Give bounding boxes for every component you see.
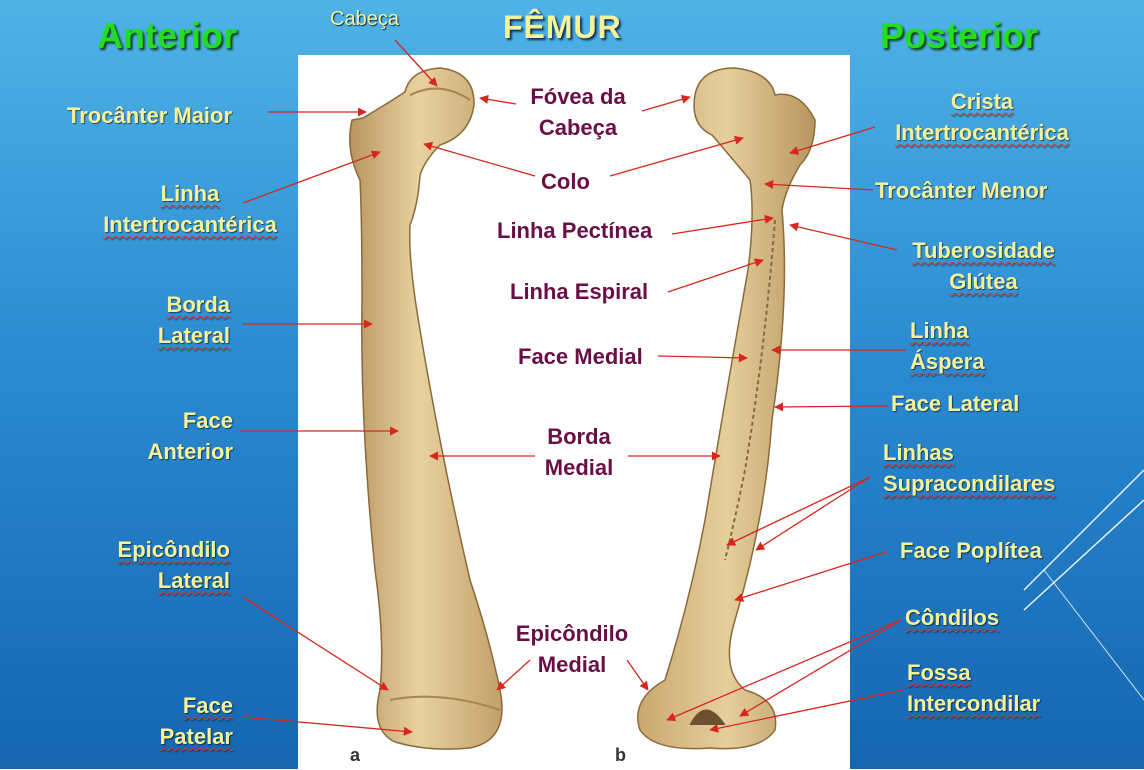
leader-fossa — [710, 690, 903, 730]
title-anterior: Anterior — [97, 15, 238, 56]
label-borda-medial-l1: Borda — [547, 424, 611, 449]
label-linhas-supracondilares — [883, 437, 1055, 499]
label-linha-intertrocanterica-l1: Linha — [160, 181, 220, 206]
leader-linhas-supra-1 — [727, 477, 870, 545]
leader-face-patelar — [243, 717, 412, 732]
label-face-anterior-l1: Face — [182, 408, 233, 433]
label-borda-medial — [527, 421, 631, 483]
label-face-patelar — [120, 690, 233, 752]
label-epicondilo-medial-l2: Medial — [537, 652, 607, 677]
label-linhas-supra-l2: Supracondilares — [883, 471, 1056, 496]
label-borda-lateral-l1: Borda — [166, 292, 230, 317]
label-linha-espiral: Linha Espiral — [510, 279, 649, 304]
label-epicondilo-lateral-l1: Epicôndilo — [117, 537, 230, 562]
label-crista — [878, 86, 1086, 148]
label-fossa-intercondilar — [907, 657, 1040, 719]
label-fovea — [505, 81, 651, 143]
label-linha-intertrocanterica-l2: Intertrocantérica — [103, 212, 277, 237]
label-epicondilo-medial-l1: Epicôndilo — [515, 621, 629, 646]
label-crista-l1: Crista — [950, 89, 1014, 114]
leader-epicondilo-lateral — [243, 597, 388, 690]
label-linha-intertrocanterica — [88, 178, 292, 240]
label-borda-lateral-l2: Lateral — [157, 323, 230, 348]
leader-trocanter-menor — [765, 184, 873, 190]
leader-cabeca — [395, 40, 437, 86]
leader-linhas-supra-2 — [756, 477, 870, 550]
label-borda-lateral — [120, 289, 230, 351]
label-crista-l2: Intertrocantérica — [895, 120, 1069, 145]
label-cabeca: Cabeça — [330, 8, 399, 30]
leader-face-poplitea — [735, 552, 886, 600]
label-face-poplitea: Face Poplítea — [900, 538, 1042, 563]
label-tuberosidade-l2: Glútea — [949, 269, 1018, 294]
label-fossa-l1: Fossa — [907, 660, 971, 685]
label-fovea-l2: Cabeça — [538, 115, 618, 140]
leader-condilos-2 — [740, 620, 901, 716]
label-face-anterior — [120, 405, 233, 467]
label-face-patelar-l1: Face — [182, 693, 233, 718]
title-femur: FÊMUR — [503, 9, 622, 45]
label-trocanter-maior: Trocânter Maior — [67, 103, 233, 128]
label-fossa-l2: Intercondilar — [907, 691, 1041, 716]
label-trocanter-menor: Trocânter Menor — [875, 178, 1048, 203]
label-tuberosidade — [896, 235, 1071, 297]
label-face-anterior-l2: Anterior — [147, 439, 233, 464]
label-face-lateral: Face Lateral — [891, 391, 1020, 416]
figure-letter-b: b — [615, 745, 626, 765]
label-epicondilo-lateral — [90, 534, 230, 596]
label-tuberosidade-l1: Tuberosidade — [912, 238, 1055, 263]
label-linha-aspera-l1: Linha — [910, 318, 969, 343]
label-fovea-l1: Fóvea da — [530, 84, 626, 109]
label-colo: Colo — [541, 169, 590, 194]
leader-colo-right — [610, 138, 743, 176]
label-condilos: Côndilos — [905, 605, 1000, 630]
leader-tuberosidade — [790, 225, 897, 250]
label-epicondilo-lateral-l2: Lateral — [157, 568, 230, 593]
leader-crista — [790, 127, 875, 153]
label-face-patelar-l2: Patelar — [159, 724, 233, 749]
label-borda-medial-l2: Medial — [544, 455, 614, 480]
title-posterior: Posterior — [880, 15, 1039, 56]
label-linha-pectinea: Linha Pectínea — [497, 218, 653, 243]
leader-linha-pectinea — [672, 218, 773, 234]
leader-linha-espiral — [668, 260, 763, 292]
leader-condilos-1 — [667, 620, 901, 720]
leader-face-medial — [658, 356, 747, 358]
label-linha-aspera-l2: Áspera — [910, 349, 985, 374]
figure-letter-a: a — [350, 745, 361, 765]
label-linha-aspera — [910, 315, 985, 377]
label-linhas-supra-l1: Linhas — [883, 440, 954, 465]
label-face-medial: Face Medial — [518, 344, 643, 369]
leader-face-lateral — [775, 406, 888, 407]
leader-colo-left — [424, 144, 535, 176]
label-epicondilo-medial — [502, 618, 642, 680]
